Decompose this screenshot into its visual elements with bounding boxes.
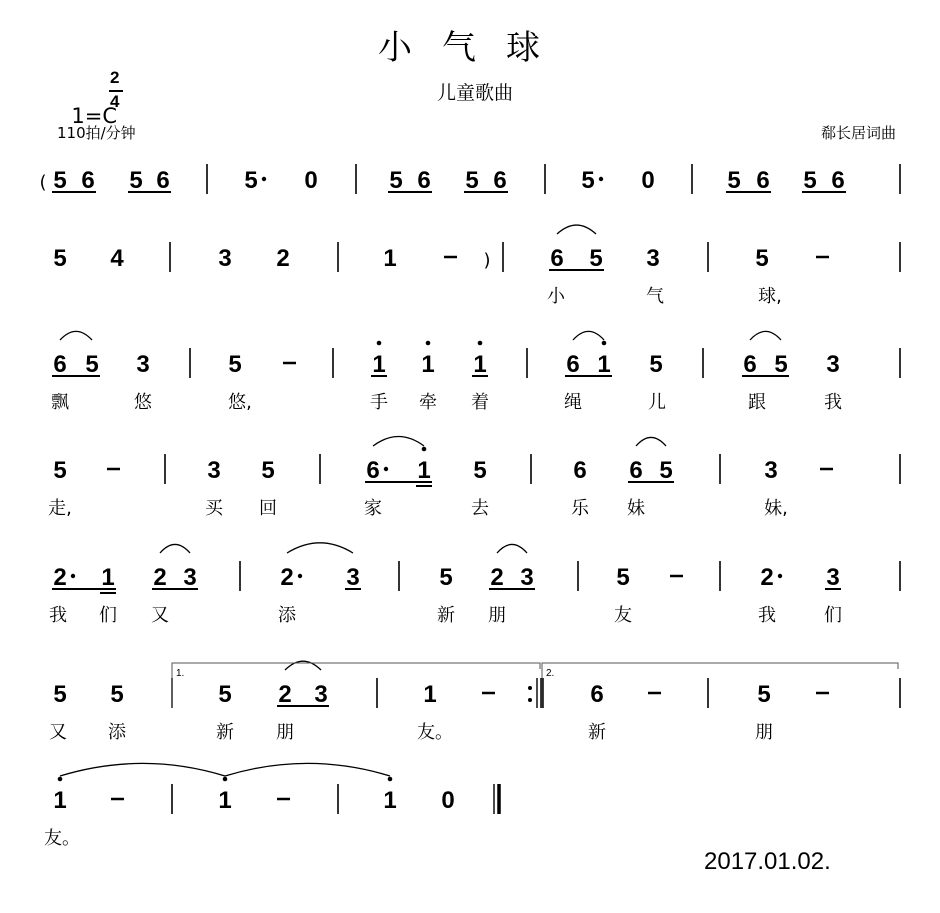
line-5-note-9: 5 [757, 681, 771, 708]
line-0-note-16: 6 [831, 167, 845, 194]
line-5-lyric-6: 朋 [755, 722, 773, 743]
line-6-note-4: 1 [383, 787, 397, 814]
line-0-note-4: 6 [156, 167, 170, 194]
line-5-lyric-3: 朋 [276, 722, 294, 743]
time-signature-bottom: 4 [110, 92, 120, 111]
line-2-note-0: 6 [53, 351, 67, 378]
line-6-note-2: 1 [218, 787, 232, 814]
line-5-note-0: 5 [53, 681, 67, 708]
line-5-lyric-0: 又 [49, 722, 67, 743]
line-6-note-4-high-dot [388, 777, 393, 782]
line-1-note-10: 5 [755, 245, 769, 272]
line-5-note-5: 1 [423, 681, 437, 708]
line-0-note-7: 5 [389, 167, 403, 194]
line-0-note-9: 5 [465, 167, 479, 194]
subtitle: 儿童歌曲 [437, 82, 514, 104]
line-4-note-2: 2 [153, 564, 167, 591]
line-3-lyric-0: 走, [48, 498, 72, 519]
line-4-note-4-dot [298, 574, 302, 578]
line-3-note-6: 5 [473, 457, 487, 484]
line-4-lyric-1: 们 [99, 605, 117, 626]
line-4-lyric-7: 我 [758, 605, 776, 626]
line-4-lyric-5: 朋 [488, 605, 506, 626]
line-3-tie-0 [373, 437, 424, 446]
line-2-note-9-high-dot [602, 341, 607, 346]
line-6-tie-0 [60, 763, 225, 776]
line-0-note-5-dot [262, 177, 266, 181]
line-3-note-5-high-dot [422, 447, 427, 452]
line-0-note-0: ( [39, 172, 47, 193]
line-0-note-12: 0 [641, 167, 655, 194]
composer-credit: 郗长居词曲 [820, 124, 896, 142]
line-3-note-5: 1 [417, 457, 431, 484]
line-4-tie-2 [497, 544, 527, 553]
line-3-note-3: 5 [261, 457, 275, 484]
line-4-tie-0 [160, 544, 190, 553]
line-2-note-6: 1 [421, 351, 435, 378]
line-4-lyric-0: 我 [49, 605, 67, 626]
line-3-note-4-dot [384, 467, 388, 471]
line-0-note-13: 5 [727, 167, 741, 194]
line-4-note-0-dot [71, 574, 75, 578]
line-3-note-10: 3 [764, 457, 778, 484]
line-4-note-3: 3 [183, 564, 197, 591]
line-4-lyric-6: 友 [614, 605, 632, 626]
line-3-note-8: 6 [629, 457, 643, 484]
line-1-note-2: 3 [218, 245, 232, 272]
date-stamp: 2017.01.02. [704, 848, 831, 875]
line-5-lyric-4: 友。 [417, 722, 453, 743]
line-3-lyric-5: 乐 [571, 498, 589, 519]
line-2-lyric-5: 着 [471, 392, 489, 413]
line-1-lyric-1: 气 [646, 286, 664, 307]
repeat-dot-top [528, 686, 532, 690]
line-2-lyric-7: 儿 [648, 392, 666, 413]
line-1-lyric-2: 球, [758, 286, 782, 307]
line-4-lyric-8: 们 [824, 605, 842, 626]
time-signature-top: 2 [110, 68, 120, 87]
line-0-note-11-dot [599, 177, 603, 181]
line-4-lyric-3: 添 [278, 605, 296, 626]
line-2-lyric-0: 飘 [51, 392, 69, 413]
volta-label-0: 1. [176, 668, 185, 679]
line-5-note-1: 5 [110, 681, 124, 708]
line-1-note-4: 1 [383, 245, 397, 272]
line-3-note-2: 3 [207, 457, 221, 484]
line-3-lyric-7: 妹, [764, 498, 788, 519]
line-1-note-9: 3 [646, 245, 660, 272]
line-4-note-11: 2 [760, 564, 774, 591]
line-1-note-0: 5 [53, 245, 67, 272]
song-title: 小气球 [378, 28, 570, 68]
line-3-lyric-6: 妹 [627, 498, 645, 519]
line-0-note-5: 5 [244, 167, 258, 194]
line-4-note-4: 2 [280, 564, 294, 591]
line-2-lyric-4: 牵 [419, 392, 437, 413]
line-3-tie-1 [636, 437, 666, 446]
line-2-lyric-1: 悠 [134, 392, 152, 413]
line-6-note-0-high-dot [58, 777, 63, 782]
line-3-lyric-4: 去 [471, 498, 489, 519]
line-5-note-2: 5 [218, 681, 232, 708]
line-4-note-8: 3 [520, 564, 534, 591]
line-2-note-5: 1 [372, 351, 386, 378]
line-0-note-1: 5 [53, 167, 67, 194]
line-2-lyric-2: 悠, [228, 392, 252, 413]
line-4-note-6: 5 [439, 564, 453, 591]
line-4-lyric-2: 又 [151, 605, 169, 626]
line-4-note-7: 2 [490, 564, 504, 591]
line-3-lyric-3: 家 [364, 498, 382, 519]
tempo-marking: 110拍/分钟 [57, 124, 136, 142]
line-2-note-5-high-dot [377, 341, 382, 346]
line-3-note-0: 5 [53, 457, 67, 484]
line-2-note-8: 6 [566, 351, 580, 378]
line-2-note-2: 3 [136, 351, 150, 378]
line-1-note-6: ) [483, 250, 491, 271]
line-4-tie-1 [287, 543, 353, 553]
line-3-lyric-1: 买 [205, 498, 223, 519]
line-2-note-7-high-dot [478, 341, 483, 346]
line-6-note-5: 0 [441, 787, 455, 814]
line-2-note-10: 5 [649, 351, 663, 378]
line-3-note-9: 5 [659, 457, 673, 484]
line-2-note-7: 1 [473, 351, 487, 378]
line-3-note-7: 6 [573, 457, 587, 484]
line-0-note-2: 6 [81, 167, 95, 194]
line-2-note-3: 5 [228, 351, 242, 378]
line-6-tie-1 [225, 763, 390, 776]
line-2-tie-0 [60, 331, 92, 340]
line-5-lyric-5: 新 [588, 722, 606, 743]
line-6-note-2-high-dot [223, 777, 228, 782]
key-label: 1=C [71, 104, 117, 128]
line-1-note-1: 4 [110, 245, 124, 272]
line-1-lyric-0: 小 [547, 286, 565, 307]
line-2-tie-2 [750, 331, 781, 340]
line-2-tie-1 [573, 331, 604, 340]
line-0-note-8: 6 [417, 167, 431, 194]
line-3-lyric-2: 回 [259, 498, 277, 519]
line-1-note-8: 5 [589, 245, 603, 272]
line-4-note-1: 1 [101, 564, 115, 591]
line-2-note-9: 1 [597, 351, 611, 378]
line-4-note-5: 3 [346, 564, 360, 591]
line-0-note-15: 5 [803, 167, 817, 194]
line-5-lyric-2: 新 [216, 722, 234, 743]
line-5-note-4: 3 [314, 681, 328, 708]
line-0-note-3: 5 [129, 167, 143, 194]
line-4-note-11-dot [778, 574, 782, 578]
line-2-lyric-8: 跟 [748, 392, 766, 413]
line-0-note-6: 0 [304, 167, 318, 194]
line-5-note-7: 6 [590, 681, 604, 708]
line-2-note-11: 6 [743, 351, 757, 378]
line-6-note-0: 1 [53, 787, 67, 814]
repeat-dot-bottom [528, 698, 532, 702]
line-0-note-11: 5 [581, 167, 595, 194]
line-2-note-12: 5 [774, 351, 788, 378]
line-5-lyric-1: 添 [108, 722, 126, 743]
line-0-note-14: 6 [756, 167, 770, 194]
line-2-lyric-3: 手 [370, 392, 388, 413]
volta-label-1: 2. [546, 668, 555, 679]
line-4-note-0: 2 [53, 564, 67, 591]
line-1-tie-0 [557, 225, 596, 234]
line-0-note-10: 6 [493, 167, 507, 194]
line-4-note-9: 5 [616, 564, 630, 591]
line-1-note-7: 6 [550, 245, 564, 272]
line-2-note-13: 3 [826, 351, 840, 378]
line-4-lyric-4: 新 [437, 605, 455, 626]
line-3-note-4: 6 [366, 457, 380, 484]
line-6-lyric-0: 友。 [44, 828, 80, 849]
line-2-lyric-6: 绳 [564, 392, 582, 413]
line-2-note-6-high-dot [426, 341, 431, 346]
line-4-note-12: 3 [826, 564, 840, 591]
line-1-note-3: 2 [276, 245, 290, 272]
line-2-lyric-9: 我 [824, 392, 842, 413]
line-2-note-1: 5 [85, 351, 99, 378]
line-5-note-3: 2 [278, 681, 292, 708]
